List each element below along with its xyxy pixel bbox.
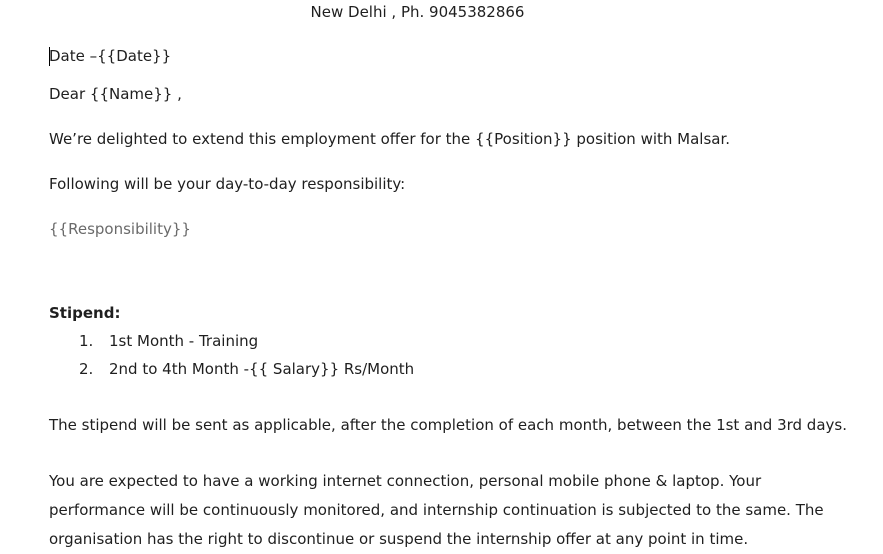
list-item-text: 1st Month - Training bbox=[109, 332, 259, 350]
stipend-heading: Stipend: bbox=[49, 304, 121, 322]
responsibility-placeholder: {{Responsibility}} bbox=[49, 220, 191, 238]
list-item bbox=[79, 359, 414, 379]
offer-sentence: We’re delighted to extend this employment offer for the {{Position}} position with Malsar. bbox=[49, 130, 731, 148]
letterhead-contact-line: New Delhi , Ph. 9045382866 bbox=[310, 3, 525, 21]
stipend-note: The stipend will be sent as applicable, after the completion of each month, between the 1st and 3rd days. bbox=[49, 416, 847, 434]
list-item bbox=[79, 331, 258, 351]
expectations-paragraph: You are expected to have a working internet connection, personal mobile phone & laptop. Your performance will be continuously monitored, and internship continuation is subjected to the same. The organisation has the right to discontinue or suspend the internship offer at any point in time. bbox=[49, 472, 824, 548]
list-item-number: 2. bbox=[79, 360, 94, 378]
date-line: Date –{{Date}} bbox=[49, 47, 172, 65]
list-item-text: 2nd to 4th Month -{{ Salary}} Rs/Month bbox=[109, 360, 415, 378]
responsibility-intro: Following will be your day-to-day responsibility: bbox=[49, 175, 406, 193]
greeting-line: Dear {{Name}} , bbox=[49, 85, 182, 103]
list-item-number: 1. bbox=[79, 332, 94, 350]
